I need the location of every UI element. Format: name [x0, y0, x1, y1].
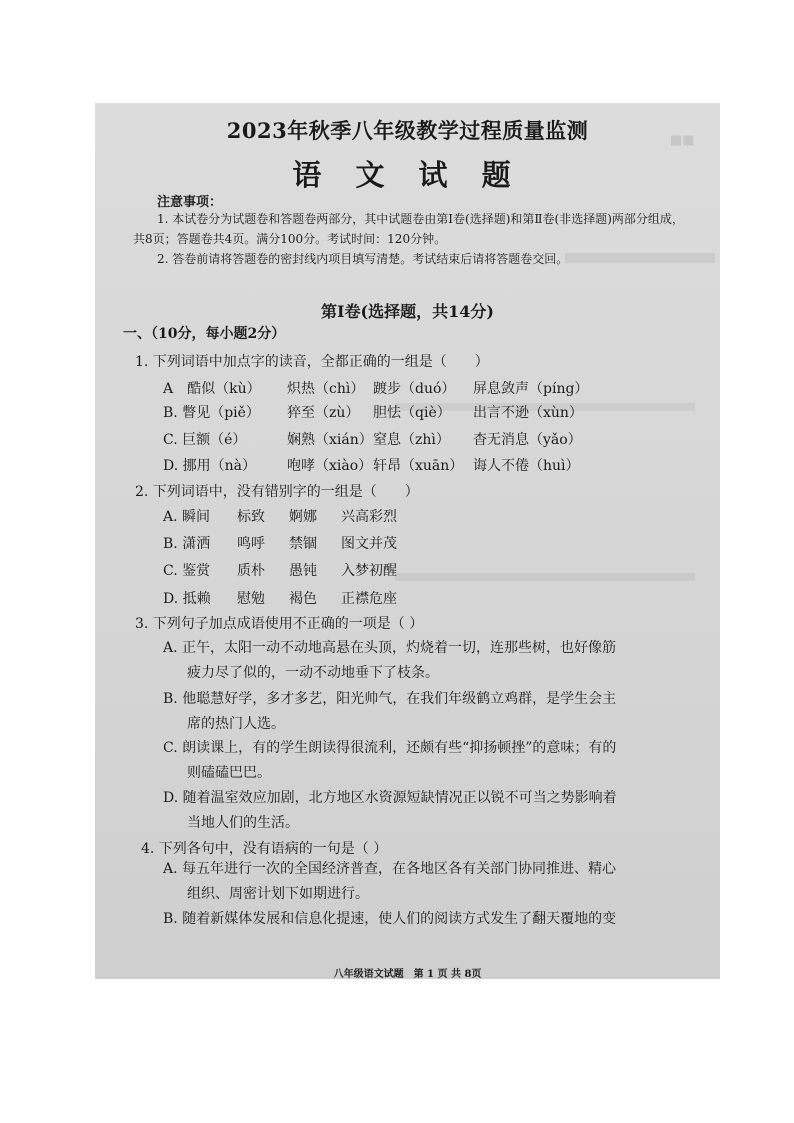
question-2-stem: 2. 下列词语中，没有错别字的一组是（ ） — [135, 484, 419, 500]
question-1-option-a — [163, 378, 602, 398]
question-1-option-c — [163, 429, 596, 449]
notes-list — [133, 209, 685, 269]
option-line: 当地人们的生活。 — [187, 815, 299, 831]
option-word: 入梦初醒 — [341, 563, 397, 579]
option-word: 猝至（zù） — [287, 405, 360, 421]
section-title: 第Ⅰ卷(选择题，共14分) — [321, 302, 494, 321]
show-through-mark — [395, 573, 695, 581]
option-word: 禁锢 — [289, 536, 317, 552]
option-word: A 酷似（kù） — [163, 381, 261, 397]
option-line: B. 随着新媒体发展和信息化提速，使人们的阅读方式发生了翻天覆地的变 — [163, 911, 617, 927]
option-line: 则磕磕巴巴。 — [187, 765, 271, 781]
option-word: 娴熟（xián） — [287, 432, 373, 448]
option-word: 婀娜 — [289, 509, 317, 525]
exam-title: 2023年秋季八年级教学过程质量监测 — [226, 118, 589, 143]
notes-item-1: 1. 本试卷分为试题卷和答题卷两部分，其中试题卷由第Ⅰ卷(选择题)和第Ⅱ卷(非选择题)两部分组成，共8页；答题卷共4页。满分100分。考试时间：120分钟。 — [133, 212, 684, 246]
question-3-option-b — [163, 687, 668, 737]
notes-item-2: 2. 答卷前请将答题卷的密封线内项目填写清楚。考试结束后请将答题卷交回。 — [157, 252, 569, 266]
option-word: 质朴 — [237, 563, 265, 579]
option-line: 席的热门人选。 — [187, 716, 285, 732]
question-2-option-a — [163, 506, 411, 526]
question-3-option-d — [163, 786, 668, 836]
option-word: 炽热（chì） — [287, 381, 365, 397]
question-3-option-a — [163, 636, 668, 686]
option-line: 组织、周密计划下如期进行。 — [187, 886, 369, 902]
option-word: 鸣呼 — [237, 536, 265, 552]
question-3-option-c — [163, 736, 668, 786]
option-word: 屏息敛声（píng） — [473, 381, 589, 397]
option-word: 兴高彩烈 — [341, 509, 397, 525]
question-2-option-d — [163, 588, 411, 608]
option-line: D. 随着温室效应加剧，北方地区水资源短缺情况正以锐不可当之势影响着 — [163, 790, 617, 806]
option-line: C. 朗读课上，有的学生朗读得很流利，还颇有些“抑扬顿挫”的意味；有的 — [163, 740, 617, 756]
option-word: D. 抵赖 — [163, 591, 211, 607]
option-word: 窒息（zhì） — [373, 432, 450, 448]
option-word: D. 挪用（nà） — [163, 458, 256, 474]
option-word: 褐色 — [289, 591, 317, 607]
question-4-option-a — [163, 857, 668, 907]
option-word: 踱步（duó） — [373, 381, 456, 397]
option-word: 标致 — [237, 509, 265, 525]
option-word: 出言不逊（xùn） — [473, 405, 583, 421]
exam-subject: 语 文 试 题 — [292, 158, 523, 192]
option-word: 诲人不倦（huì） — [473, 458, 580, 474]
question-1-option-d — [163, 455, 594, 475]
option-word: 杳无消息（yǎo） — [473, 432, 582, 448]
option-word: 图文并茂 — [341, 536, 397, 552]
option-word: 慰勉 — [237, 591, 265, 607]
option-word: 咆哮（xiào） — [287, 458, 373, 474]
question-3-stem: 3. 下列句子加点成语使用不正确的一项是（ ） — [135, 616, 424, 632]
scanned-exam-photo — [95, 103, 720, 979]
option-word: B. 潇洒 — [163, 536, 211, 552]
notes-heading: 注意事项： — [157, 195, 223, 210]
option-word: 胆怯（qiè） — [373, 405, 451, 421]
show-through-mark: ■■ — [670, 133, 695, 148]
question-1-stem: 1. 下列词语中加点字的读音，全都正确的一组是（ ） — [135, 354, 489, 370]
part-heading: 一、（10分，每小题2分） — [123, 326, 286, 342]
exam-paper — [95, 103, 720, 979]
question-4-stem: 4. 下列各句中，没有语病的一句是（ ） — [141, 841, 388, 857]
option-word: B. 瞥见（piě） — [163, 405, 260, 421]
page-footer: 八年级语文试题 第 1 页 共 8页 — [333, 969, 482, 979]
option-word: 正襟危座 — [341, 591, 397, 607]
option-line: A. 正午，太阳一动不动地高悬在头顶，灼烧着一切，连那些树，也好像筋 — [163, 640, 617, 656]
option-line: B. 他聪慧好学，多才多艺，阳光帅气，在我们年级鹤立鸡群，是学生会主 — [163, 691, 617, 707]
option-line: 疲力尽了似的，一动不动地垂下了枝条。 — [187, 665, 439, 681]
question-2-option-b — [163, 533, 411, 553]
option-word: A. 瞬间 — [163, 509, 211, 525]
option-line: A. 每五年进行一次的全国经济普查，在各地区各有关部门协同推进、精心 — [163, 861, 617, 877]
option-word: C. 巨额（é） — [163, 432, 247, 448]
question-2-option-c — [163, 560, 411, 580]
option-word: 轩昂（xuān） — [373, 458, 464, 474]
question-4-option-b — [163, 907, 668, 932]
option-word: 愚钝 — [289, 563, 317, 579]
question-1-option-b — [163, 402, 597, 422]
option-word: C. 鉴赏 — [163, 563, 211, 579]
